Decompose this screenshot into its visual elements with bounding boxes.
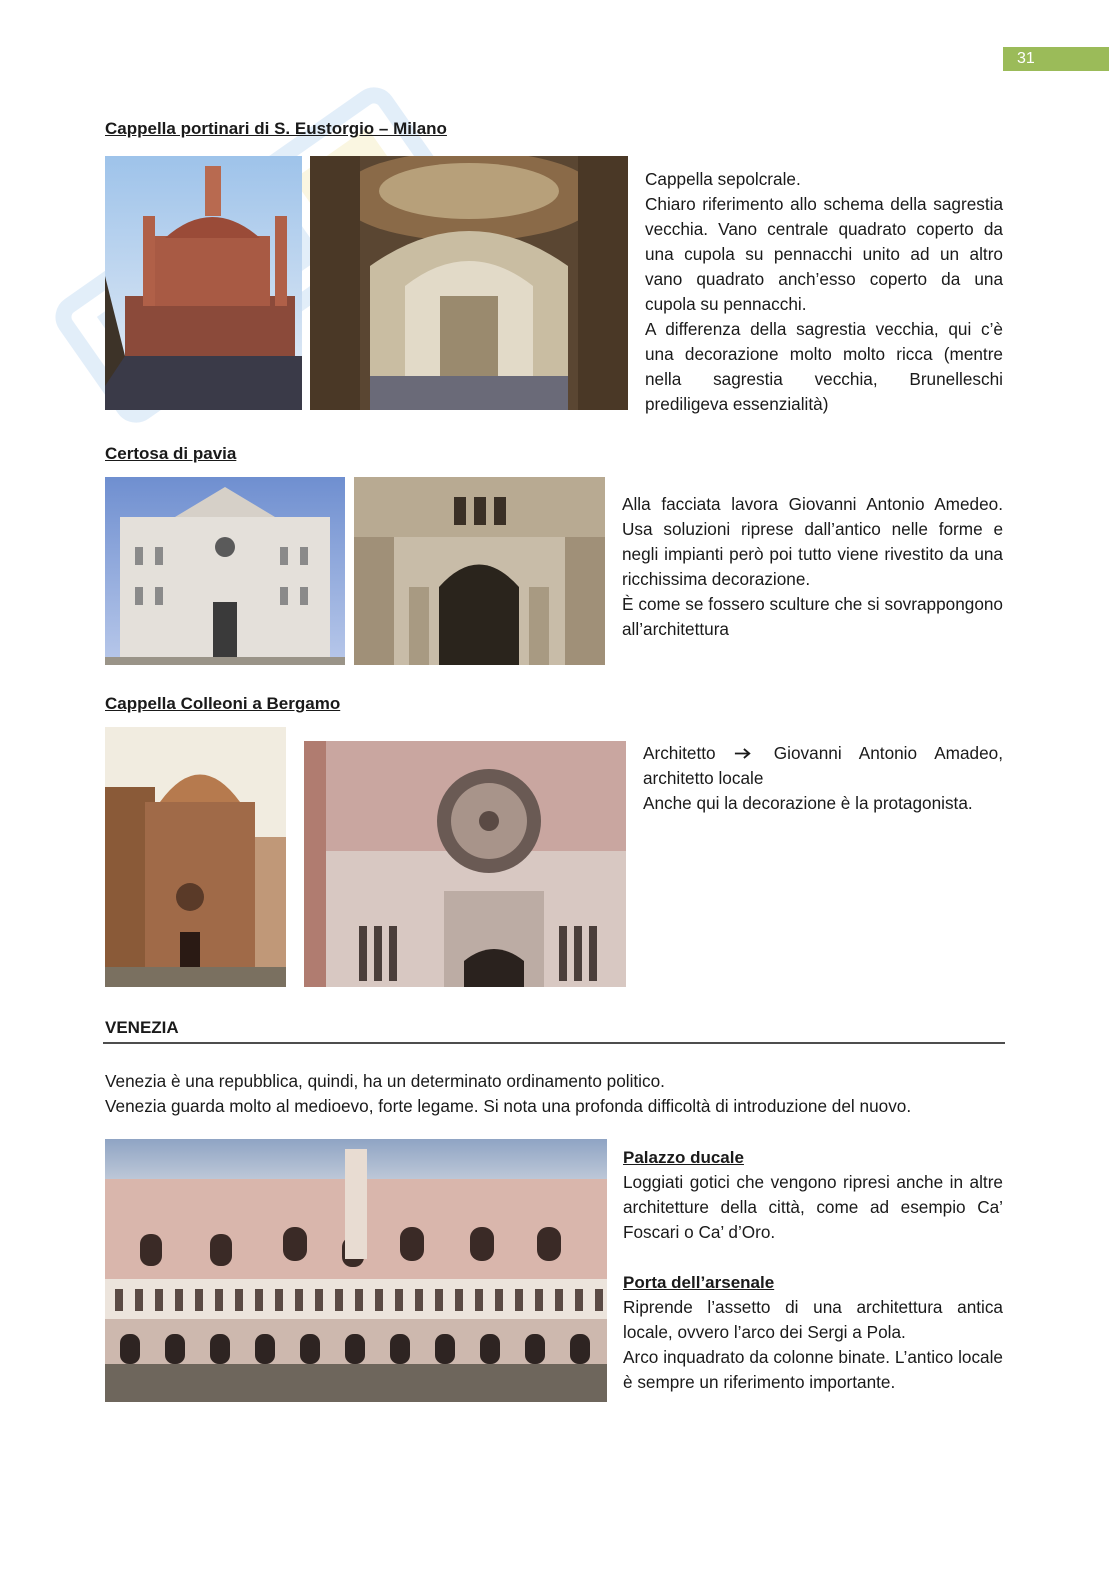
architect-label: Architetto — [643, 743, 716, 763]
certosa-description — [622, 492, 1003, 642]
paragraph: A differenza della sagrestia vecchia, qui c’è una decorazione molto molto ricca (mentre nella sagrestia vecchia, Brunelleschi prediligeva essenzialità) — [645, 319, 1003, 414]
paragraph: Cappella sepolcrale. — [645, 169, 801, 189]
paragraph: Loggiati gotici che vengono ripresi anche in altre architetture della città, come ad esempio Ca’ Foscari o Ca’ d’Oro. — [623, 1172, 1003, 1242]
paragraph: Venezia è una repubblica, quindi, ha un determinato ordinamento politico. — [105, 1071, 665, 1091]
paragraph: È come se fossero sculture che si sovrappongono all’architettura — [622, 594, 1003, 639]
photo-palazzo-ducale — [105, 1139, 607, 1402]
arrow-right-icon — [734, 741, 756, 766]
palazzo-description — [623, 1145, 1003, 1245]
paragraph: Arco inquadrato da colonne binate. L’antico locale è sempre un riferimento importante. — [623, 1347, 1003, 1392]
architect-name: Giovanni Antonio Amadeo, architetto locale — [643, 743, 1003, 788]
photo-portinari-interior — [310, 156, 628, 410]
section-title-certosa: Certosa di pavia — [105, 444, 237, 463]
photo-colleoni-facade — [304, 741, 626, 987]
paragraph: Venezia guarda molto al medioevo, forte legame. Si nota una profonda difficoltà di introduzione del nuovo. — [105, 1096, 912, 1116]
section-title-venezia: VENEZIA — [105, 1018, 179, 1037]
paragraph — [643, 741, 1003, 791]
colleoni-description — [643, 741, 1003, 816]
photo-certosa-detail — [354, 477, 605, 665]
paragraph: Anche qui la decorazione è la protagonista. — [643, 793, 973, 813]
arsenale-description — [623, 1270, 1003, 1395]
subsection-title-palazzo-ducale: Palazzo ducale — [623, 1148, 744, 1167]
venezia-intro — [105, 1069, 1015, 1119]
paragraph: Alla facciata lavora Giovanni Antonio Amedeo. Usa soluzioni riprese dall’antico nelle forme e negli impianti però poi tutto viene rivestito da una ricchissima decorazione. — [622, 494, 1003, 589]
photo-portinari-exterior — [105, 156, 302, 410]
portinari-description — [645, 167, 1003, 417]
photo-colleoni-exterior — [105, 727, 286, 987]
page-number: 31 — [1003, 47, 1109, 71]
paragraph: Riprende l’assetto di una architettura antica locale, ovvero l’arco dei Sergi a Pola. — [623, 1297, 1003, 1342]
subsection-title-porta-arsenale: Porta dell’arsenale — [623, 1273, 775, 1292]
paragraph: Chiaro riferimento allo schema della sagrestia vecchia. Vano centrale quadrato coperto da una cupola su pennacchi unito ad un altro vano quadrato anch’esso coperto da una cupola su pennacchi. — [645, 194, 1003, 314]
section-title-portinari: Cappella portinari di S. Eustorgio – Milano — [105, 119, 447, 138]
section-title-colleoni: Cappella Colleoni a Bergamo — [105, 694, 341, 713]
section-divider — [103, 1042, 1005, 1044]
photo-certosa-facade — [105, 477, 345, 665]
